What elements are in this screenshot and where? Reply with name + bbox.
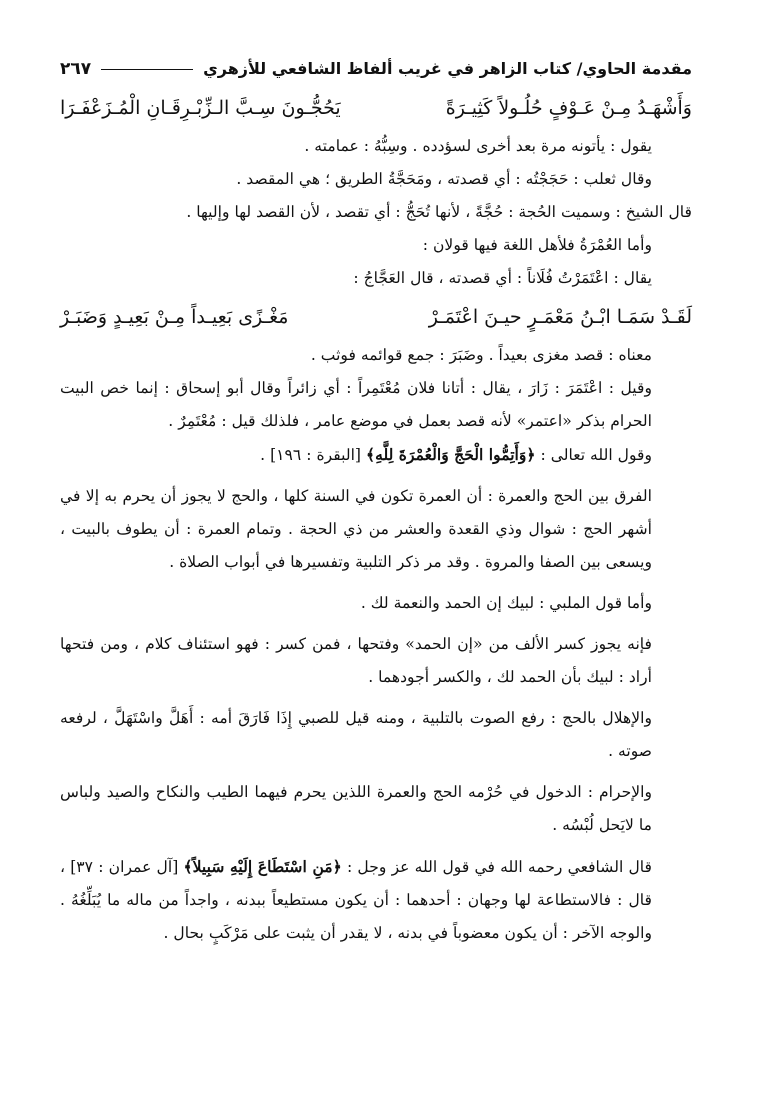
quran-quote-2: ﴿مَنِ اسْتَطَاعَ إِلَيْهِ سَبِيلاً﴾ xyxy=(183,857,342,876)
header-rule xyxy=(101,69,193,70)
paragraph-9: الفرق بين الحج والعمرة : أن العمرة تكون في السنة كلها ، والحج لا يجوز أن يحرم به إلا في أشهر الحج : شوال وذي القعدة والعشر من ذي الحجة . وتمام العمرة : أن يطوف بالبيت ، ويسعى بين الصفا والمروة . وقد مر ذكر التلبية وتفسيرها في أبواب الصلاة . xyxy=(60,487,652,571)
page-number: ٢٦٧ xyxy=(60,59,92,79)
paragraph-12: والإهلال بالحج : رفع الصوت بالتلبية ، ومنه قيل للصبي إِذَا فَارَقَ أمه : أَهَلَّ واسْتَهَلَّ ، لرفعه صوته . xyxy=(60,709,652,760)
verse-line-2 xyxy=(60,297,692,337)
verse-2-first-hemistich: لَقَـدْ سَمَـا ابْـنُ مَعْمَـرٍ حيـنَ اعْتَمَـرْ xyxy=(428,306,692,328)
paragraph-2: وقال ثعلب : حَجَجْتُه : أي قصدته ، ومَحَجَّةُ الطريق ؛ هي المقصد . xyxy=(236,170,652,188)
quran-quote-1: ﴿وَأَتِمُّوا الْحَجَّ وَالْعُمْرَةَ لِلَّهِ﴾ xyxy=(365,445,536,464)
paragraph-8-lead: وقول الله تعالى : xyxy=(540,446,652,464)
paragraph-14-rest: [آل عمران : ٣٧] ، قال : فالاستطاعة لها وجهان : أحدهما : أن يكون مستطيعاً ببدنه ، واجداً من ماله ما يُبَلِّغُهُ . والوجه الآخر : أن يكون معضوباً في بدنه ، لا يقدر أن يثبت على مَرْكَبٍ بحال . xyxy=(60,858,652,942)
paragraph-3: قال الشيخ : وسميت الحُجة : حُجَّةً ، لأنها تُحَجُّ : أي تقصد ، لأن القصد لها وإليها . xyxy=(186,203,692,221)
header-title: مقدمة الحاوي/ كتاب الزاهر في غريب ألفاظ الشافعي للأزهري xyxy=(203,59,692,78)
paragraph-6: معناه : قصد مغزى بعيداً . وضَبَرَ : جمع قوائمه فوثب . xyxy=(310,346,652,364)
paragraph-11: فإنه يجوز كسر الألف من «إن الحمد» وفتحها ، فمن كسر : فهو استئناف كلام ، ومن فتحها أراد : لبيك بأن الحمد لك ، والكسر أجودهما . xyxy=(60,635,652,686)
verse-1-second-hemistich: يَحُجُّـونَ سِـبَّ الـزِّبْـرِقَـانِ الْمُـزَعْفَـرَا xyxy=(60,97,341,119)
paragraph-13: والإحرام : الدخول في حُرْمه الحج والعمرة اللذين يحرم فيهما الطيب والنكاح والصيد ولباس ما لايَحل لُبْسُه . xyxy=(60,783,652,834)
quran-reference-1: [البقرة : ١٩٦] . xyxy=(260,446,361,464)
paragraph-1: يقول : يأتونه مرة بعد أخرى لسؤدده . وسِبُّهُ : عمامته . xyxy=(304,137,652,155)
paragraph-8 xyxy=(60,438,692,472)
paragraph-14 xyxy=(60,850,692,950)
verse-2-second-hemistich: مَغْـزًى بَعِيـداً مِـنْ بَعِيـدٍ وَضَبَـرْ xyxy=(60,306,289,328)
paragraph-7: وقيل : اعْتَمَرَ : زَارَ ، يقال : أتانا فلان مُعْتَمِراً : أي زائراً وقال أبو إسحاق : إنما خص البيت الحرام بذكر «اعتمر» لأنه قصد بعمل في موضع عامر ، فلذلك قيل : مُعْتَمِرٌ . xyxy=(60,379,652,430)
paragraph-4: وأما العُمْرَةُ فلأهل اللغة فيها قولان : xyxy=(422,236,652,254)
paragraph-5: يقال : اعْتَمَرْتُ فُلَاناً : أي قصدته ، قال العَجَّاجُ : xyxy=(353,269,652,287)
paragraph-10: وأما قول الملبي : لبيك إن الحمد والنعمة لك . xyxy=(360,594,652,612)
running-header xyxy=(60,58,692,80)
verse-line-1 xyxy=(60,88,692,128)
verse-1-first-hemistich: وَأَشْهَـدُ مِـنْ عَـوْفٍ حُلُـولاً كَثِيـرَةً xyxy=(445,97,692,119)
paragraph-14-lead: قال الشافعي رحمه الله في قول الله عز وجل : xyxy=(347,858,653,876)
